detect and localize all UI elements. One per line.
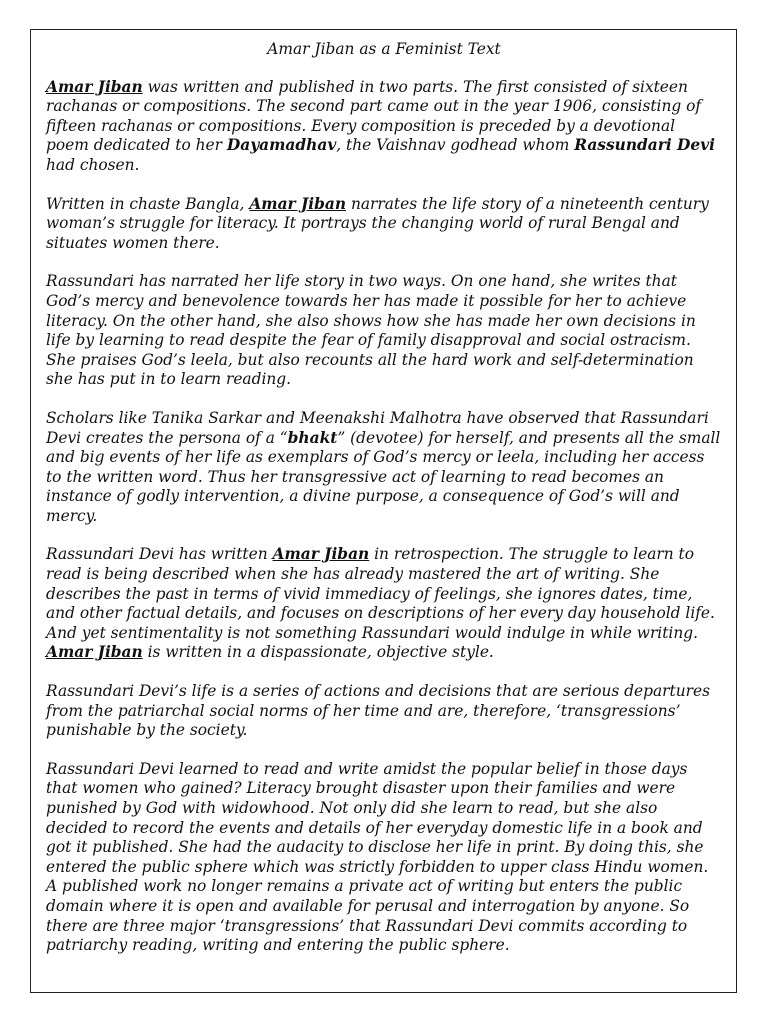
text-run: narrates the life story of a nineteenth century woman’s struggle for literacy. It portrays the changing world of rural Bengal and situates women there. [46,194,709,252]
book-title: Amar Jiban [272,545,370,564]
text-run: ” (devotee) for herself, and presents all the small and big events of her life as exemplars of God’s mercy or leela, including her access to the written word. Thus her transgressive act of learning to read becomes an instance of godly intervention, a divine purpose, a consequence of God’s will and mercy. [46,428,721,525]
book-title: Amar Jiban [249,194,347,213]
paragraph-2 [46,195,722,254]
text-run: had chosen. [46,155,140,174]
text-run: Written in chaste Bangla, [46,194,250,213]
paragraph-5 [46,545,722,663]
document-title: Amar Jiban as a Feminist Text [267,40,501,58]
text-run: was written and published in two parts. The first consisted of sixteen rachanas or compositions. The second part came out in the year 1906, consisting of fifteen rachanas or compositions. Every composition is preceded by a devotional poem dedicated to her [46,77,702,155]
book-title: Amar Jiban [46,643,143,662]
text-run: , the Vaishnav godhead whom [336,136,575,155]
text-run: in retrospection. The struggle to learn to read is being described when she has already mastered the art of writing. She describes the past in terms of vivid immediacy of feelings, she ignores dates, time, and other factual details, and focuses on descriptions of her every day household life. And yet sentimentality is not something Rassundari would indulge in while writing. [46,545,715,642]
paragraph-1 [46,78,722,176]
text-run: is written in a dispassionate, objective style. [142,643,494,662]
emphasis: Rassundari Devi [574,136,715,155]
text-run: Rassundari Devi’s life is a series of actions and decisions that are serious departures from the patriarchal social norms of her time and are, therefore, ‘transgressions’ punishable by the society. [46,682,710,740]
paragraph-7 [46,760,722,956]
text-run: Scholars like Tanika Sarkar and Meenakshi Malhotra have observed that Rassundari Devi creates the persona of a “ [46,408,709,447]
text-run: Rassundari Devi has written [46,545,273,564]
book-title: Amar Jiban [46,77,143,96]
text-run: Rassundari has narrated her life story in two ways. On one hand, she writes that God’s mercy and benevolence towards her has made it possible for her to achieve literacy. On the other hand, she also shows how she has made her own decisions in life by learning to read despite the fear of family disapproval and social ostracism. She praises God’s leela, but also recounts all the hard work and self-determination she has put in to learn reading. [46,272,696,389]
paragraph-4 [46,409,722,527]
paragraph-3 [46,272,722,390]
emphasis: Dayamadhav [226,136,337,155]
paragraph-6 [46,682,722,741]
document-body [46,40,722,975]
emphasis: bhakt [287,428,338,447]
text-run: Rassundari Devi learned to read and write amidst the popular belief in those days that women who gained? Literacy brought disaster upon their families and were punished by God with widowhood. Not only did she learn to read, but she also decided to record the events and details of her everyday domestic life in a book and got it published. She had the audacity to disclose her life in print. By doing this, she entered the public sphere which was strictly forbidden to upper class Hindu women. A published work no longer remains a private act of writing but enters the public domain where it is open and available for perusal and interrogation by anyone. So there are three major ‘transgressions’ that Rassundari Devi commits according to patriarchy reading, writing and entering the public sphere. [46,759,709,955]
